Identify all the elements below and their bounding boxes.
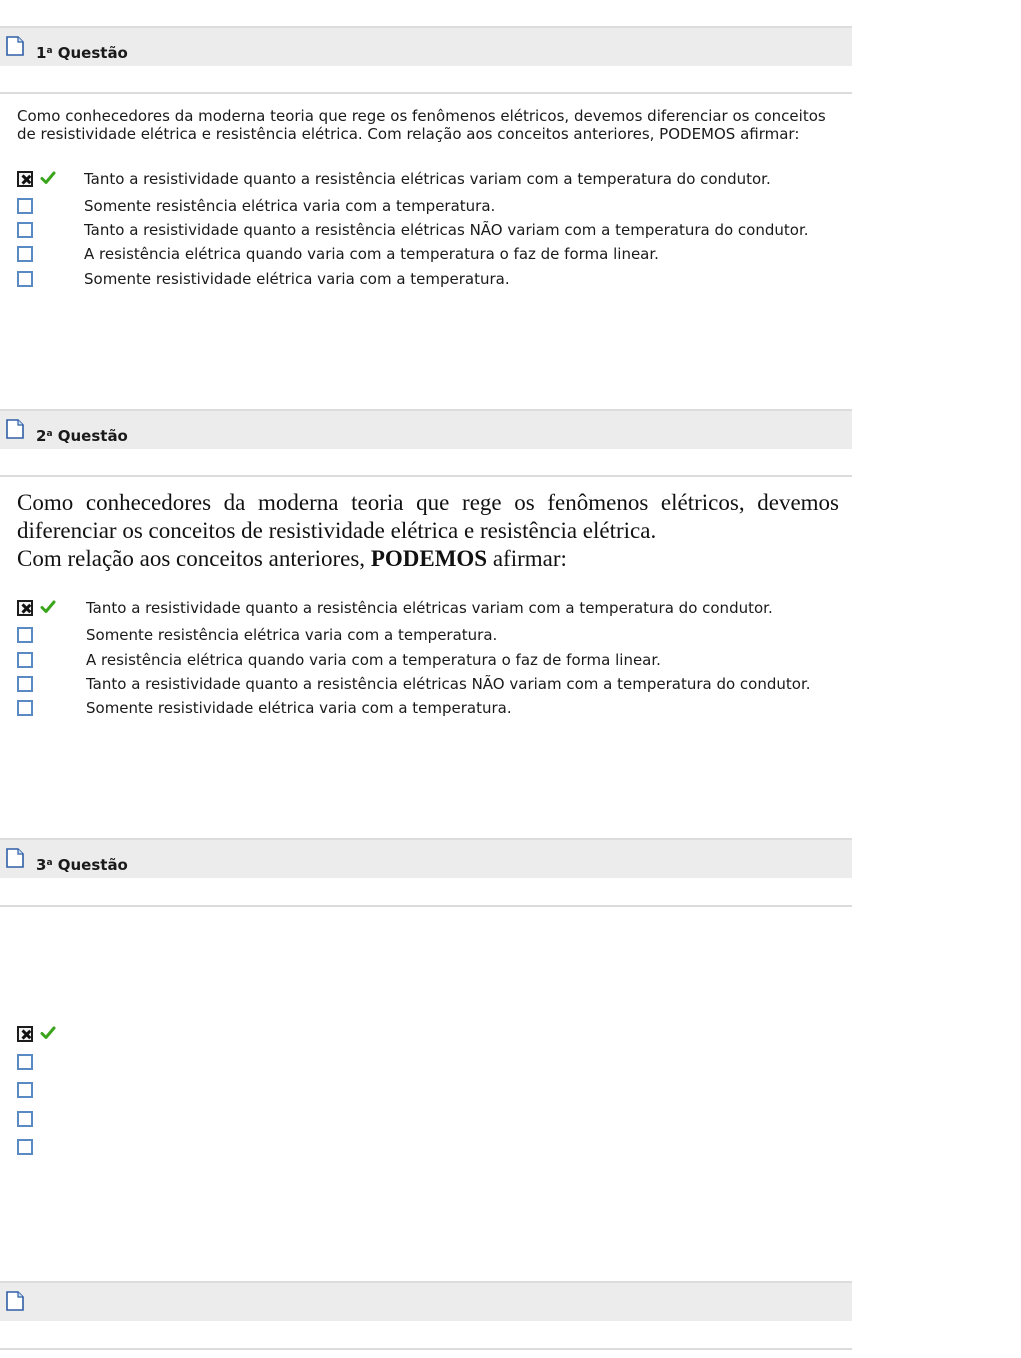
option-text: A resistência elétrica quando varia com a temperatura o faz de forma linear. [84,245,659,263]
question-2-option-2[interactable] [17,627,847,647]
question-2-title: 2$^a$ Questão [36,427,128,445]
question-2-stem-bold: PODEMOS [370,546,488,571]
question-2-option-5[interactable] [17,700,847,720]
option-checkbox[interactable] [17,1139,33,1155]
document-icon [6,419,24,439]
option-checkbox[interactable] [17,627,33,643]
correct-check-icon [40,1025,56,1041]
question-4-header [0,1281,852,1321]
option-text: Tanto a resistividade quanto a resistência elétricas variam com a temperatura do condutor. [86,599,773,617]
question-3-title: 3$^a$ Questão [36,856,128,874]
question-1-option-4[interactable] [17,246,847,266]
option-checkbox[interactable] [17,246,33,262]
question-3-option-3[interactable] [17,1082,847,1102]
option-text: Tanto a resistividade quanto a resistência elétricas variam com a temperatura do condutor. [84,170,771,188]
option-checkbox[interactable] [17,222,33,238]
option-text: Tanto a resistividade quanto a resistência elétricas NÃO variam com a temperatura do condutor. [84,221,809,239]
question-1-option-3[interactable] [17,222,847,242]
selected-x-checkbox[interactable] [17,1026,33,1042]
document-icon [6,1291,24,1311]
option-checkbox[interactable] [17,700,33,716]
question-3-option-5[interactable] [17,1139,847,1159]
question-2-stem [17,489,839,573]
question-2-stem-line2-post: afirmar: [487,546,567,571]
separator [0,92,852,94]
question-1-title: 1$^a$ Questão [36,44,128,62]
question-2-stem-line2-pre: Com relação aos conceitos anteriores, [17,546,371,571]
selected-x-checkbox[interactable] [17,171,33,187]
option-checkbox[interactable] [17,1082,33,1098]
option-text: Tanto a resistividade quanto a resistência elétricas NÃO variam com a temperatura do condutor. [86,675,811,693]
separator [0,905,852,907]
question-1-option-1[interactable] [17,171,847,191]
document-icon [6,36,24,56]
option-text: Somente resistência elétrica varia com a temperatura. [86,626,498,644]
question-2-stem-line1: Como conhecedores da moderna teoria que rege os fenômenos elétricos, devemos diferenciar os conceitos de resistividade elétrica e resistência elétrica. [17,490,839,543]
option-checkbox[interactable] [17,1111,33,1127]
separator [0,475,852,477]
question-3-option-4[interactable] [17,1111,847,1131]
option-checkbox[interactable] [17,271,33,287]
question-2-option-1[interactable] [17,600,847,620]
selected-x-checkbox[interactable] [17,600,33,616]
question-1-stem: Como conhecedores da moderna teoria que rege os fenômenos elétricos, devemos diferenciar os conceitos de resistividade elétrica e resistência elétrica. Com relação aos conceitos anteriores, PODEMOS afirmar: [17,107,826,143]
question-2-option-3[interactable] [17,652,847,672]
question-3-option-1[interactable] [17,1026,847,1046]
option-checkbox[interactable] [17,1054,33,1070]
question-2-header [0,409,852,449]
option-checkbox[interactable] [17,652,33,668]
question-3-header [0,838,852,878]
question-3-option-2[interactable] [17,1054,847,1074]
option-checkbox[interactable] [17,198,33,214]
correct-check-icon [40,599,56,615]
question-2-option-4[interactable] [17,676,847,696]
question-1-header [0,26,852,66]
question-1-option-5[interactable] [17,271,847,291]
correct-check-icon [40,170,56,186]
separator [0,1348,852,1350]
option-text: Somente resistividade elétrica varia com a temperatura. [84,270,510,288]
option-checkbox[interactable] [17,676,33,692]
document-icon [6,848,24,868]
option-text: A resistência elétrica quando varia com a temperatura o faz de forma linear. [86,651,661,669]
option-text: Somente resistividade elétrica varia com a temperatura. [86,699,512,717]
question-1-option-2[interactable] [17,198,847,218]
option-text: Somente resistência elétrica varia com a temperatura. [84,197,496,215]
